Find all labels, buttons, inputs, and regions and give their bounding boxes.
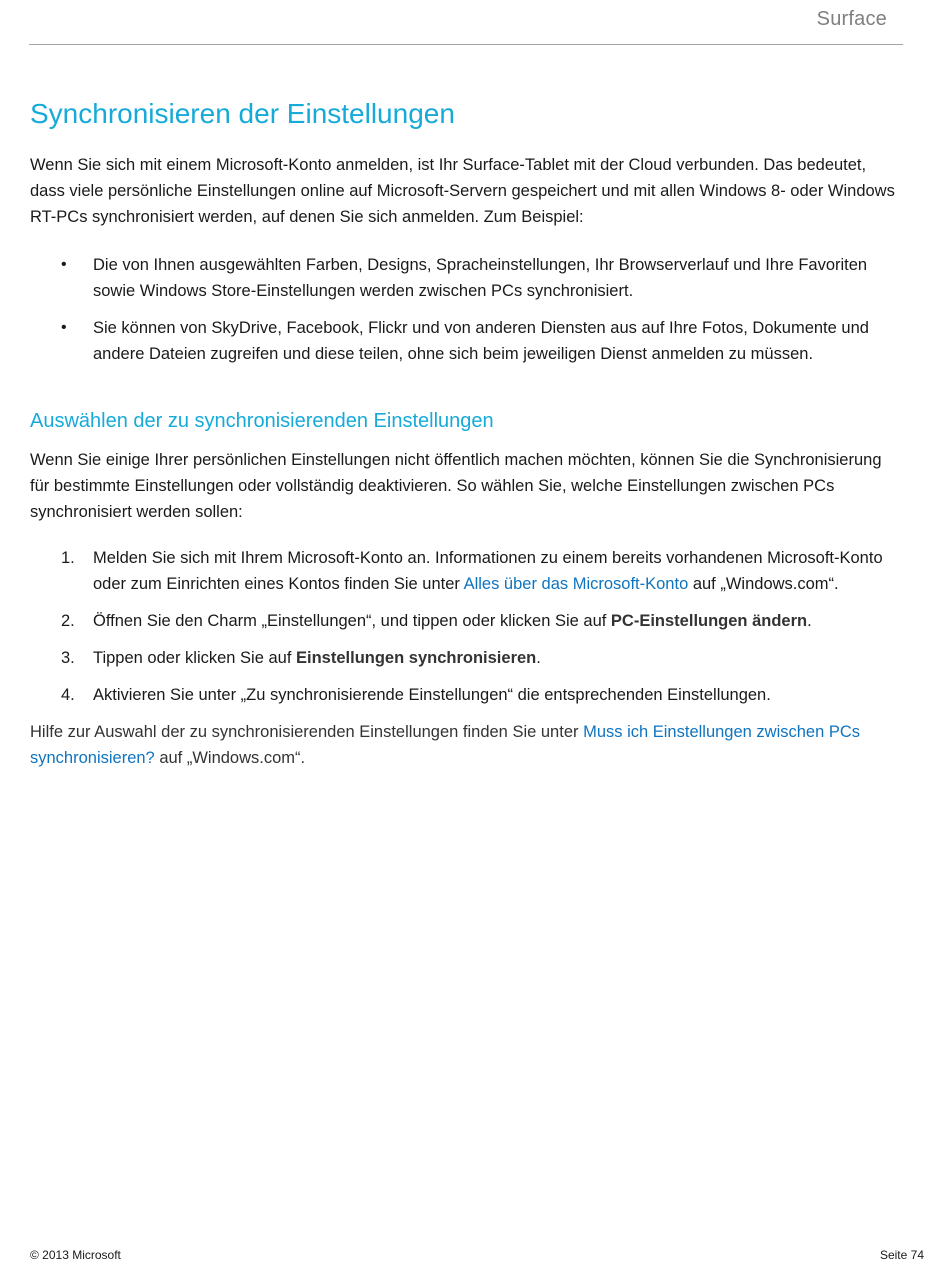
sync-settings-help-link[interactable]: Muss ich Einstellungen zwischen PCs synchronisieren?	[30, 723, 861, 767]
step-number: 2.	[61, 612, 75, 630]
step-number: 4.	[61, 686, 75, 704]
step-text: Öffnen Sie den Charm „Einstellungen“, und tippen oder klicken Sie auf	[93, 612, 611, 630]
step-text: Aktivieren Sie unter „Zu synchronisierende Einstellungen“ die entsprechenden Einstellungen.	[93, 686, 771, 704]
help-text-after: auf „Windows.com“.	[154, 749, 306, 767]
list-item-text: Sie können von SkyDrive, Facebook, Flickr und von anderen Diensten aus auf Ihre Fotos, Dokumente und andere Dateien zugreifen und diese teilen, ohne sich beim jeweiligen Dienst anmelden zu müssen.	[93, 319, 869, 363]
bullet-list	[30, 252, 902, 367]
footer-copyright: © 2013 Microsoft	[30, 1248, 121, 1262]
step-text: Melden Sie sich mit Ihrem Microsoft-Konto an. Informationen zu einem bereits vorhandenen Microsoft-Konto oder zum Einrichten eines Kontos finden Sie unter	[93, 549, 883, 593]
steps-list	[30, 545, 902, 708]
bullet-marker: •	[61, 319, 67, 336]
step-item	[30, 645, 902, 671]
step-text: Tippen oder klicken Sie auf	[93, 649, 297, 667]
step-item	[30, 682, 902, 708]
bullet-marker: •	[61, 256, 67, 273]
step-item	[30, 608, 902, 634]
step-number: 3.	[61, 649, 75, 667]
step-emphasis: PC-Einstellungen ändern	[610, 612, 808, 630]
section-heading: Auswählen der zu synchronisierenden Einstellungen	[30, 410, 494, 432]
list-item-text: Die von Ihnen ausgewählten Farben, Designs, Spracheinstellungen, Ihr Browserverlauf und Ihre Favoriten sowie Windows Store-Einstellungen werden zwischen PCs synchronisiert.	[93, 256, 868, 300]
intro-paragraph: Wenn Sie sich mit einem Microsoft-Konto anmelden, ist Ihr Surface-Tablet mit der Cloud verbunden. Das bedeutet, dass viele persönliche Einstellungen online auf Microsoft-Servern gespeichert und mit allen Windows 8- oder Windows RT-PCs synchronisiert werden, auf denen Sie sich anmelden. Zum Beispiel:	[30, 156, 895, 226]
list-item	[30, 315, 902, 367]
step-text-after: auf „Windows.com“.	[688, 575, 839, 593]
step-emphasis: Einstellungen synchronisieren	[296, 649, 537, 667]
step-text-after: .	[536, 649, 541, 667]
section-intro-paragraph: Wenn Sie einige Ihrer persönlichen Einstellungen nicht öffentlich machen möchten, können Sie die Synchronisierung für bestimmte Einstellungen oder vollständig deaktivieren. So wählen Sie, welche Einstellungen zwischen PCs synchronisiert werden sollen:	[30, 451, 882, 521]
step-text-after: .	[807, 612, 812, 630]
help-paragraph	[30, 719, 902, 771]
surface-logo: Surface	[816, 8, 887, 30]
page-title: Synchronisieren der Einstellungen	[30, 98, 455, 129]
step-item	[30, 545, 902, 597]
step-number: 1.	[61, 549, 75, 567]
list-item	[30, 252, 902, 304]
help-text: Hilfe zur Auswahl der zu synchronisierenden Einstellungen finden Sie unter	[30, 723, 584, 741]
header-divider	[29, 44, 903, 45]
page-content	[30, 96, 902, 771]
page-number: Seite 74	[879, 1248, 924, 1262]
microsoft-account-link[interactable]: Alles über das Microsoft-Konto	[463, 575, 689, 593]
